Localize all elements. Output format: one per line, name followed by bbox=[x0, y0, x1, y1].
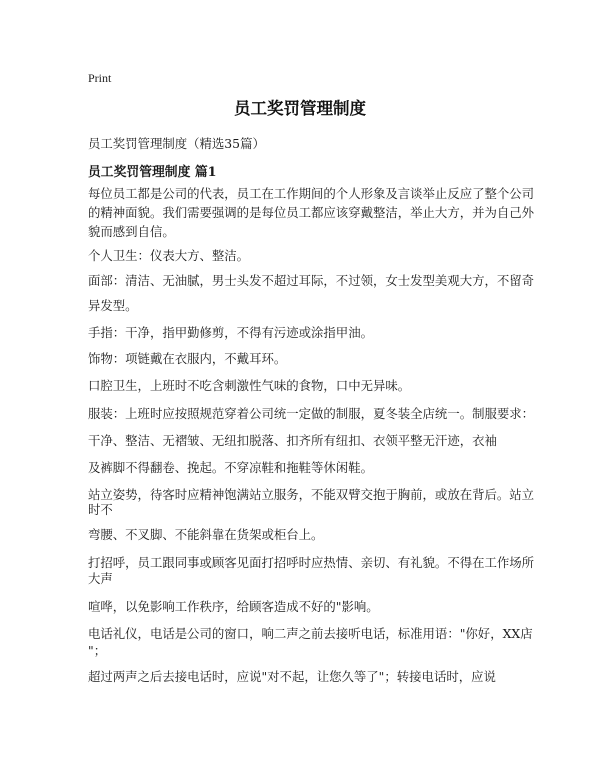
paragraph-line: 大声 bbox=[88, 571, 113, 586]
paragraph-line: "； bbox=[88, 643, 107, 658]
paragraph-line: 每位员工都是公司的代表，员工在工作期间的个人形象及言谈举止反应了整个公司 bbox=[88, 186, 535, 201]
paragraph-line: 个人卫生：仪表大方、整洁。 bbox=[88, 248, 250, 263]
print-link[interactable]: Print bbox=[88, 71, 112, 85]
paragraph-line: 超过两声之后去接电话时，应说"对不起，让您久等了"；转接电话时，应说 bbox=[88, 669, 496, 684]
section-heading: 员工奖罚管理制度 篇1 bbox=[88, 165, 217, 180]
paragraph-line: 弯腰、不叉脚、不能斜靠在货架或柜台上。 bbox=[88, 527, 324, 542]
paragraph-line: 站立姿势，待客时应精神饱满站立服务，不能双臂交抱于胸前，或放在背后。站立 bbox=[88, 487, 535, 502]
paragraph-line: 电话礼仪，电话是公司的窗口，响二声之前去接听电话，标准用语："你好，XX店 bbox=[88, 626, 533, 641]
paragraph-line: 喧哗，以免影响工作秩序，给顾客造成不好的"影响。 bbox=[88, 599, 379, 614]
document-subtitle: 员工奖罚管理制度（精选35篇） bbox=[88, 136, 265, 151]
paragraph-line: 打招呼，员工跟同事或顾客见面打招呼时应热情、亲切、有礼貌。不得在工作场所 bbox=[88, 555, 535, 570]
paragraph-line: 时不 bbox=[88, 502, 113, 517]
paragraph-line: 面部：清洁、无油腻，男士头发不超过耳际，不过领，女士发型美观大方，不留奇 bbox=[88, 273, 535, 288]
paragraph-line: 口腔卫生，上班时不吃含刺激性气味的食物，口中无异味。 bbox=[88, 378, 411, 393]
paragraph-line: 及裤脚不得翻卷、挽起。不穿凉鞋和拖鞋等休闲鞋。 bbox=[88, 460, 373, 475]
page-title: 员工奖罚管理制度 bbox=[234, 99, 366, 118]
paragraph-line: 异发型。 bbox=[88, 298, 138, 313]
paragraph-line: 服装：上班时应按照规范穿着公司统一定做的制服，夏冬装全店统一。制服要求： bbox=[88, 406, 535, 421]
paragraph-line: 干净、整洁、无褶皱、无纽扣脱落、扣齐所有纽扣、衣领平整无汗迹，衣袖 bbox=[88, 433, 497, 448]
paragraph-line: 貌而感到自信。 bbox=[88, 224, 175, 239]
paragraph-line: 饰物：项链戴在衣服内，不戴耳环。 bbox=[88, 351, 287, 366]
paragraph-line: 手指：干净，指甲勤修剪，不得有污迹或涂指甲油。 bbox=[88, 325, 373, 340]
paragraph-line: 的精神面貌。我们需要强调的是每位员工都应该穿戴整洁，举止大方，并为自己外 bbox=[88, 205, 535, 220]
